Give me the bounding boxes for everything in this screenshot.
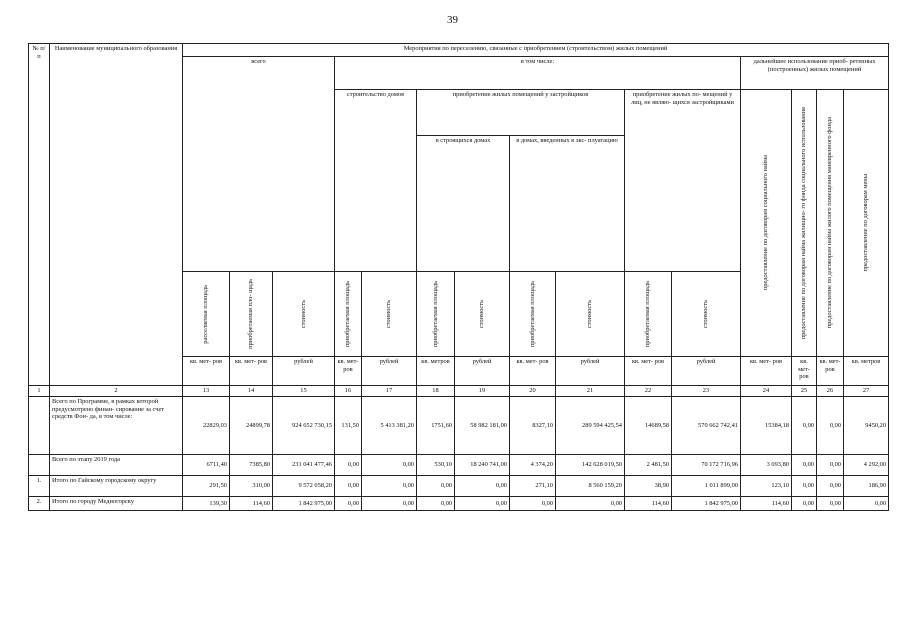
resettlement-table xyxy=(28,43,889,511)
value-cell: 231 041 477,46 xyxy=(273,455,335,476)
header-construction: строительство домов xyxy=(335,90,417,272)
index-cell: 1 xyxy=(29,386,50,397)
header-exchange: предоставление по договорам мены xyxy=(844,90,889,357)
index-cell: 23 xyxy=(672,386,741,397)
value-cell: 24899,78 xyxy=(230,397,273,455)
unit-c14: кв. мет- ров xyxy=(230,357,273,386)
header-name: Наименование муниципального образования xyxy=(50,44,183,386)
row-name: Всего по этапу 2019 года xyxy=(50,455,183,476)
index-cell: 17 xyxy=(362,386,417,397)
header-measures: Мероприятия по переселению, связанные с приобретением (строительством) жилых помещений xyxy=(183,44,889,57)
sub-c20: приобретаемая площадь xyxy=(510,272,556,357)
value-cell: 0,00 xyxy=(817,497,844,511)
sub-c21: стоимость xyxy=(556,272,625,357)
value-cell: 58 982 181,00 xyxy=(455,397,510,455)
row-num: 1. xyxy=(29,476,50,497)
unit-c15: рублей xyxy=(273,357,335,386)
sub-c23: стоимость xyxy=(672,272,741,357)
value-cell: 139,30 xyxy=(183,497,230,511)
sub-c13: расселяемая площадь xyxy=(183,272,230,357)
table-row xyxy=(29,455,889,476)
value-cell: 570 662 742,41 xyxy=(672,397,741,455)
value-cell: 1 011 899,00 xyxy=(672,476,741,497)
index-cell: 26 xyxy=(817,386,844,397)
value-cell: 0,00 xyxy=(817,476,844,497)
value-cell: 0,00 xyxy=(362,497,417,511)
value-cell: 15384,18 xyxy=(741,397,792,455)
unit-c21: рублей xyxy=(556,357,625,386)
header-social-lease: предоставление по договорам социального найма xyxy=(741,90,792,357)
value-cell: 131,50 xyxy=(335,397,362,455)
index-cell: 15 xyxy=(273,386,335,397)
header-total: всего xyxy=(183,57,335,272)
sub-c16: приобретаемая площадь xyxy=(335,272,362,357)
row-name: Итого по городу Медногорску xyxy=(50,497,183,511)
sub-c19: стоимость xyxy=(455,272,510,357)
unit-c22: кв. мет- ров xyxy=(625,357,672,386)
value-cell: 924 652 730,15 xyxy=(273,397,335,455)
header-maneuver-fund: предоставление по договорам найма жилого помещения маневренного фонда xyxy=(817,90,844,357)
row-name: Всего по Программе, в рамках которой предусмотрено финан- сирование за счет средств Фон- да, в том числе: xyxy=(50,397,183,455)
value-cell: 2 481,50 xyxy=(625,455,672,476)
value-cell: 310,00 xyxy=(230,476,273,497)
value-cell: 4 374,20 xyxy=(510,455,556,476)
sub-c17: стоимость xyxy=(362,272,417,357)
value-cell: 0,00 xyxy=(556,497,625,511)
value-cell: 8 560 159,20 xyxy=(556,476,625,497)
value-cell: 291,50 xyxy=(183,476,230,497)
sub-c18: приобретаемая площадь xyxy=(417,272,455,357)
value-cell: 0,00 xyxy=(335,455,362,476)
value-cell: 186,90 xyxy=(844,476,889,497)
value-cell: 3 093,80 xyxy=(741,455,792,476)
unit-c23: рублей xyxy=(672,357,741,386)
value-cell: 22829,03 xyxy=(183,397,230,455)
value-cell: 0,00 xyxy=(335,497,362,511)
value-cell: 7385,80 xyxy=(230,455,273,476)
index-cell: 19 xyxy=(455,386,510,397)
sub-c22: приобретаемая площадь xyxy=(625,272,672,357)
value-cell: 123,10 xyxy=(741,476,792,497)
header-num: № п/п xyxy=(29,44,50,386)
value-cell: 0,00 xyxy=(417,476,455,497)
value-cell: 1 842 975,00 xyxy=(672,497,741,511)
column-index-row xyxy=(29,386,889,397)
value-cell: 289 594 425,54 xyxy=(556,397,625,455)
value-cell: 1751,60 xyxy=(417,397,455,455)
unit-c25: кв. мет- ров xyxy=(792,357,817,386)
value-cell: 142 628 019,50 xyxy=(556,455,625,476)
value-cell: 0,00 xyxy=(792,455,817,476)
value-cell: 1 842 975,00 xyxy=(273,497,335,511)
value-cell: 38,90 xyxy=(625,476,672,497)
value-cell: 4 292,00 xyxy=(844,455,889,476)
index-cell: 18 xyxy=(417,386,455,397)
value-cell: 114,60 xyxy=(741,497,792,511)
value-cell: 114,60 xyxy=(230,497,273,511)
value-cell: 530,10 xyxy=(417,455,455,476)
header-commissioned: в домах, введенных в экс- плуатацию xyxy=(510,136,625,272)
header-social-use-fund: предоставление по договорам найма жилищно- го фонда социального использования xyxy=(792,90,817,357)
index-cell: 14 xyxy=(230,386,273,397)
unit-c19: рублей xyxy=(455,357,510,386)
table-row xyxy=(29,397,889,455)
unit-c18: кв. метров xyxy=(417,357,455,386)
value-cell: 0,00 xyxy=(362,476,417,497)
index-cell: 20 xyxy=(510,386,556,397)
row-num xyxy=(29,397,50,455)
unit-c16: кв. мет- ров xyxy=(335,357,362,386)
value-cell: 0,00 xyxy=(792,397,817,455)
value-cell: 6711,40 xyxy=(183,455,230,476)
sub-c15: стоимость xyxy=(273,272,335,357)
index-cell: 16 xyxy=(335,386,362,397)
unit-c13: кв. мет- ров xyxy=(183,357,230,386)
unit-c26: кв. мет- ров xyxy=(817,357,844,386)
index-cell: 22 xyxy=(625,386,672,397)
value-cell: 0,00 xyxy=(510,497,556,511)
index-cell: 13 xyxy=(183,386,230,397)
sub-c14: приобретаемая пло- щадь xyxy=(230,272,273,357)
value-cell: 0,00 xyxy=(455,497,510,511)
index-cell: 24 xyxy=(741,386,792,397)
page-number: 39 xyxy=(447,14,458,26)
value-cell: 0,00 xyxy=(362,455,417,476)
value-cell: 0,00 xyxy=(417,497,455,511)
value-cell: 9450,20 xyxy=(844,397,889,455)
header-incl: в том числе: xyxy=(335,57,741,90)
unit-c17: рублей xyxy=(362,357,417,386)
index-cell: 27 xyxy=(844,386,889,397)
index-cell: 25 xyxy=(792,386,817,397)
value-cell: 70 172 716,96 xyxy=(672,455,741,476)
value-cell: 0,00 xyxy=(844,497,889,511)
unit-c27: кв. метров xyxy=(844,357,889,386)
value-cell: 8327,10 xyxy=(510,397,556,455)
header-under-construction: в строящихся домах xyxy=(417,136,510,272)
value-cell: 18 240 741,00 xyxy=(455,455,510,476)
table-row xyxy=(29,497,889,511)
index-cell: 21 xyxy=(556,386,625,397)
value-cell: 0,00 xyxy=(335,476,362,497)
value-cell: 0,00 xyxy=(792,497,817,511)
value-cell: 14689,58 xyxy=(625,397,672,455)
value-cell: 271,10 xyxy=(510,476,556,497)
table-row xyxy=(29,476,889,497)
unit-c24: кв. мет- ров xyxy=(741,357,792,386)
value-cell: 0,00 xyxy=(455,476,510,497)
unit-c20: кв. мет- ров xyxy=(510,357,556,386)
header-purchase-nondev: приобретение жилых по- мещений у лиц, не являю- щихся застройщиками xyxy=(625,90,741,272)
row-num: 2. xyxy=(29,497,50,511)
value-cell: 114,60 xyxy=(625,497,672,511)
index-cell: 2 xyxy=(50,386,183,397)
value-cell: 9 572 058,20 xyxy=(273,476,335,497)
value-cell: 0,00 xyxy=(792,476,817,497)
row-num xyxy=(29,455,50,476)
row-name: Итого по Гайскому городскому округу xyxy=(50,476,183,497)
header-purchase-dev: приобретение жилых помещений у застройщиков xyxy=(417,90,625,136)
header-further-use: дальнейшее использование приоб- ретенных (построенных) жилых помещений xyxy=(741,57,889,90)
value-cell: 5 413 381,20 xyxy=(362,397,417,455)
value-cell: 0,00 xyxy=(817,455,844,476)
value-cell: 0,00 xyxy=(817,397,844,455)
